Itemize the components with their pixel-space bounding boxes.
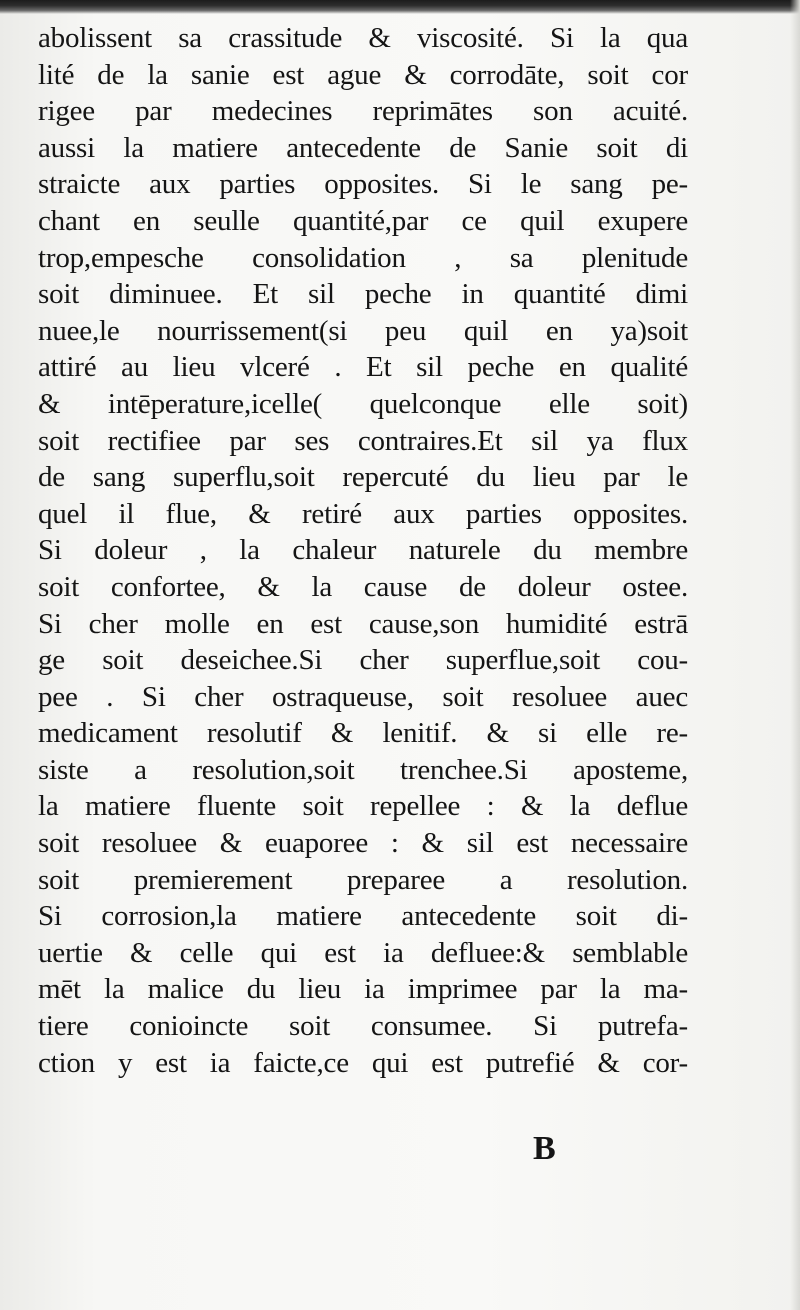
text-line: pee . Si cher ostraqueuse, soit resoluee auec [38, 680, 688, 713]
text-line: medicament resolutif & lenitif. & si elle re- [38, 717, 688, 750]
text-line: trop,empesche consolidation , sa plenitude [38, 241, 688, 274]
text-line: soit confortee, & la cause de doleur ostee. [38, 570, 688, 603]
text-line: Si corrosion,la matiere antecedente soit di- [38, 900, 688, 933]
text-line: soit diminuee. Et sil peche in quantité dimi [38, 278, 688, 311]
text-line: ge soit deseichee.Si cher superflue,soit cou- [38, 644, 688, 677]
text-line: rigee par medecines reprimātes son acuité. [38, 95, 688, 128]
text-line: attiré au lieu vlceré . Et sil peche en qualité [38, 351, 688, 384]
text-line: ction y est ia faicte,ce qui est putrefié & cor- [38, 1046, 688, 1079]
page-top-edge-shadow [0, 0, 800, 14]
text-line: & intēperature,icelle( quelconque elle soit) [38, 387, 688, 420]
text-line: uertie & celle qui est ia defluee:& semblable [38, 936, 688, 969]
text-line: de sang superflu,soit repercuté du lieu par le [38, 461, 688, 494]
text-line: la matiere fluente soit repellee : & la deflue [38, 790, 688, 823]
text-line: tiere conioincte soit consumee. Si putrefa- [38, 1010, 688, 1043]
text-line: chant en seulle quantité,par ce quil exupere [38, 204, 688, 237]
text-line: lité de la sanie est ague & corrodāte, soit cor [38, 58, 688, 91]
text-line: Si cher molle en est cause,son humidité estrā [38, 607, 688, 640]
text-line: siste a resolution,soit trenchee.Si aposteme, [38, 753, 688, 786]
signature-mark: B [533, 1130, 556, 1167]
text-line: nuee,le nourrissement(si peu quil en ya)soit [38, 314, 688, 347]
text-line: aussi la matiere antecedente de Sanie soit di [38, 131, 688, 164]
text-line: soit premierement preparee a resolution. [38, 863, 688, 896]
text-line: Si doleur , la chaleur naturele du membre [38, 534, 688, 567]
text-line: straicte aux parties opposites. Si le sang pe- [38, 168, 688, 201]
body-text [38, 20, 688, 1081]
text-line: quel il flue, & retiré aux parties opposites. [38, 497, 688, 530]
page-right-edge-shadow [790, 0, 800, 1310]
text-line: abolissent sa crassitude & viscosité. Si la qua [38, 22, 688, 54]
text-line: mēt la malice du lieu ia imprimee par la ma- [38, 973, 688, 1006]
text-line: soit rectifiee par ses contraires.Et sil ya flux [38, 424, 688, 457]
text-line: soit resoluee & euaporee : & sil est necessaire [38, 827, 688, 860]
